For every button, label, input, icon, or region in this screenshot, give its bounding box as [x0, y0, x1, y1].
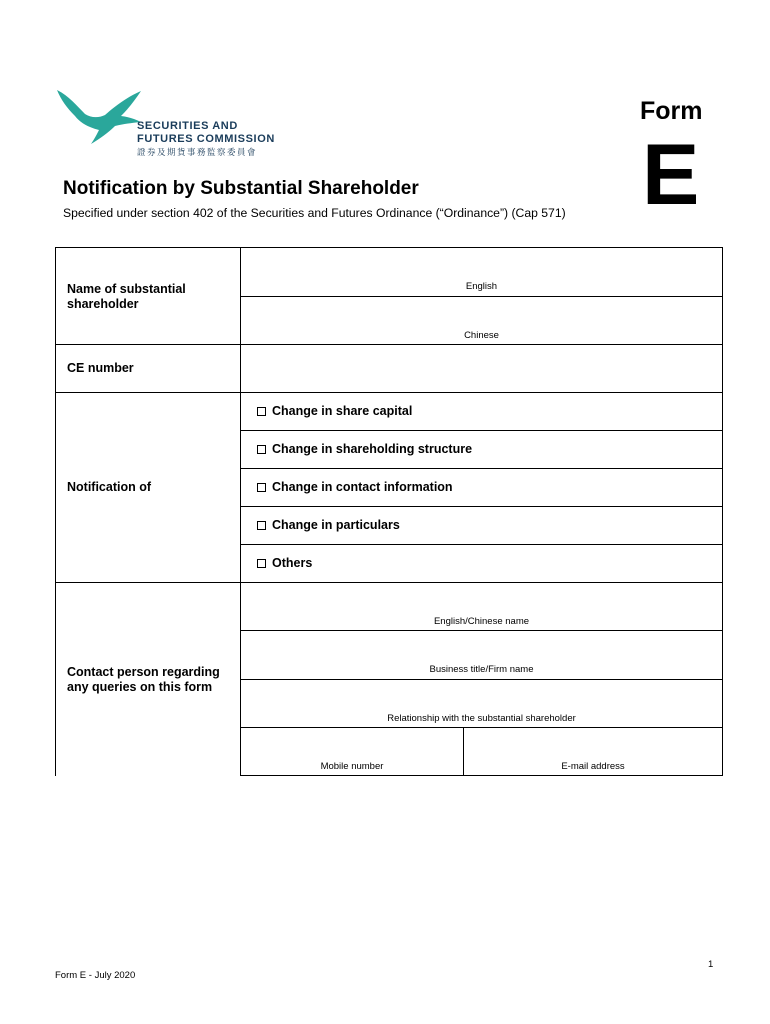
sub-divider [240, 430, 723, 431]
contact-relationship-caption: Relationship with the substantial shareholder [387, 713, 576, 724]
contact-title-caption: Business title/Firm name [429, 664, 534, 675]
checkbox-icon[interactable] [257, 559, 266, 568]
sub-divider [240, 544, 723, 545]
name-label: Name of substantial shareholder [67, 282, 186, 311]
checkbox-icon[interactable] [257, 445, 266, 454]
ce-number-label: CE number [67, 361, 134, 375]
page-title: Notification by Substantial Shareholder [63, 178, 419, 199]
logo-line-1: SECURITIES AND [137, 120, 238, 132]
option-label: Change in shareholding structure [272, 442, 473, 456]
name-chinese-caption: Chinese [464, 330, 499, 341]
option-label: Change in particulars [272, 518, 400, 532]
contact-email-caption: E-mail address [561, 761, 625, 772]
option-label: Change in share capital [272, 404, 413, 418]
notification-label: Notification of [67, 480, 152, 494]
row-divider [55, 392, 723, 393]
form-word: Form [640, 97, 703, 125]
option-share-capital[interactable] [257, 404, 412, 418]
checkbox-icon[interactable] [257, 483, 266, 492]
table-border-bottom-right [240, 775, 723, 776]
name-english-caption: English [465, 281, 498, 292]
option-others[interactable] [257, 556, 312, 570]
contact-person-label: Contact person regarding any queries on this form [67, 665, 220, 694]
table-border-left [55, 247, 56, 776]
sub-divider [240, 468, 723, 469]
option-label: Others [272, 556, 313, 570]
footer-form-version: Form E - July 2020 [55, 970, 136, 981]
eagle-logo-icon [55, 88, 145, 148]
option-particulars[interactable] [257, 518, 400, 532]
notification-form-table [55, 247, 723, 776]
sfc-logo [55, 88, 285, 160]
option-shareholding-structure[interactable] [257, 442, 472, 456]
table-border-right [722, 247, 723, 776]
ce-number-field[interactable] [241, 345, 722, 392]
sub-divider [240, 506, 723, 507]
logo-text [137, 120, 275, 158]
contact-mobile-caption: Mobile number [320, 761, 384, 772]
page-number: 1 [708, 959, 714, 970]
logo-line-chinese: 證券及期貨事務監察委員會 [137, 147, 258, 157]
page-subtitle: Specified under section 402 of the Securities and Futures Ordinance (“Ordinance”) (Cap 571) [63, 206, 566, 220]
option-contact-information[interactable] [257, 480, 453, 494]
logo-line-2: FUTURES COMMISSION [137, 133, 275, 145]
checkbox-icon[interactable] [257, 521, 266, 530]
checkbox-icon[interactable] [257, 407, 266, 416]
contact-name-caption: English/Chinese name [433, 616, 530, 627]
form-letter: E [642, 127, 700, 223]
option-label: Change in contact information [272, 480, 453, 494]
